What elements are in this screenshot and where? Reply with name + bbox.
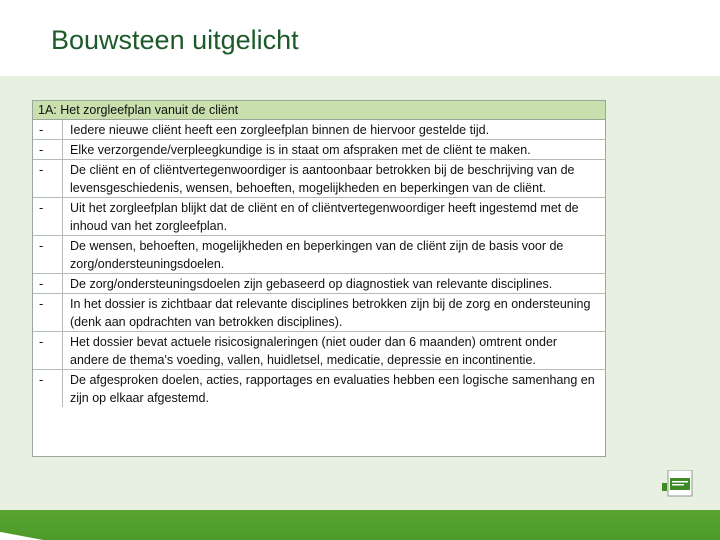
table-row	[33, 236, 605, 274]
row-text: De wensen, behoeften, mogelijkheden en beperkingen van de cliënt zijn de basis voor de zorg/ondersteuningsdoelen.	[70, 239, 564, 271]
row-text: Elke verzorgende/verpleegkundige is in staat om afspraken met de cliënt te maken.	[70, 143, 531, 157]
footer-band	[0, 496, 720, 510]
footer-bar	[0, 510, 720, 540]
table-row	[33, 160, 605, 198]
table-row	[33, 370, 605, 407]
row-bullet: -	[33, 160, 63, 197]
row-text: De afgesproken doelen, acties, rapportages en evaluaties hebben een logische samenhang en zijn op elkaar afgestemd.	[70, 373, 595, 405]
row-text: Iedere nieuwe cliënt heeft een zorgleefplan binnen de hiervoor gestelde tijd.	[70, 123, 490, 137]
page-title: Bouwsteen uitgelicht	[51, 25, 299, 55]
row-bullet: -	[33, 120, 63, 139]
row-bullet: -	[33, 294, 63, 331]
row-bullet: -	[33, 370, 63, 407]
criteria-table	[32, 100, 606, 457]
table-row	[33, 140, 605, 160]
table-row	[33, 120, 605, 140]
table-row	[33, 294, 605, 332]
row-bullet: -	[33, 332, 63, 369]
row-text: In het dossier is zichtbaar dat relevante disciplines betrokken zijn bij de zorg en ondersteuning (denk aan opdrachten van betrokken disciplines).	[70, 297, 591, 329]
logo-icon	[662, 470, 698, 498]
row-bullet: -	[33, 274, 63, 293]
table-row	[33, 332, 605, 370]
table-body	[33, 120, 605, 407]
table-row	[33, 274, 605, 294]
row-bullet: -	[33, 198, 63, 235]
row-bullet: -	[33, 140, 63, 159]
row-bullet: -	[33, 236, 63, 273]
row-text: Het dossier bevat actuele risicosignaleringen (niet ouder dan 6 maanden) omtrent onder andere de thema's voeding, vallen, huidletsel, medicatie, depressie en incontinentie.	[70, 335, 558, 367]
row-text: Uit het zorgleefplan blijkt dat de cliënt en of cliëntvertegenwoordiger heeft ingestemd met de inhoud van het zorgleefplan.	[70, 201, 579, 233]
table-header: 1A: Het zorgleefplan vanuit de cliënt	[33, 101, 605, 120]
table-row	[33, 198, 605, 236]
row-text: De zorg/ondersteuningsdoelen zijn gebaseerd op diagnostiek van relevante disciplines.	[70, 277, 553, 291]
row-text: De cliënt en of cliëntvertegenwoordiger is aantoonbaar betrokken bij de beschrijving van de levensgeschiedenis, wensen, behoeften, mogelijkheden en beperkingen van de cliënt.	[70, 163, 575, 195]
